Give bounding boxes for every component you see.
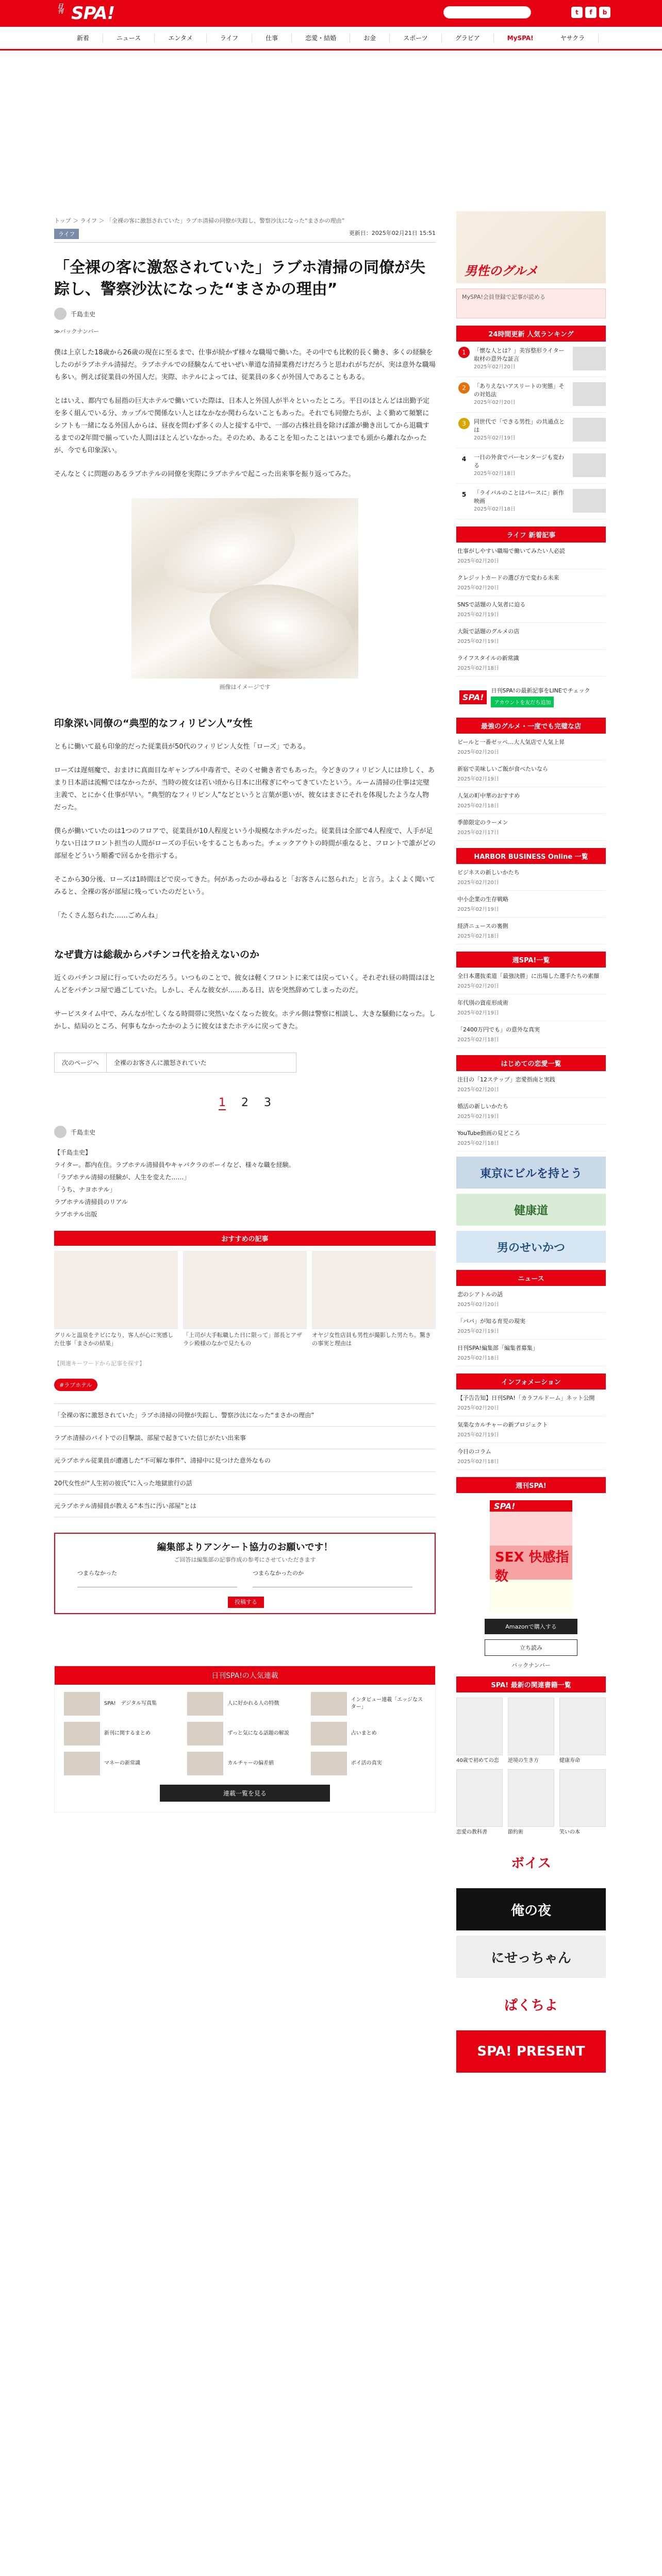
harbor-item[interactable] [456,918,606,944]
keyword-search-label: 【関連キーワードから記事を探す】 [54,1360,145,1367]
spa-text: 全日本選抜柔道「最強決勝」に出場した選手たちの素顔 [457,973,599,979]
book-item[interactable] [508,1769,554,1836]
live-text: SNSで話題の人気者に迫る [457,601,526,608]
rank-number: 4 [458,453,470,465]
amazon-button[interactable]: Amazonで購入する [485,1619,577,1634]
related-article-link[interactable]: ラブホ清掃のバイトでの目撃談、部屋で起きていた信じがたい出来事 [54,1427,436,1449]
live-text: クレジットカードの選び方で変わる未来 [457,574,559,581]
page-3[interactable]: 3 [264,1096,271,1109]
popular-thumb [311,1752,347,1775]
popular-title: カルチャーの偏差値 [227,1760,274,1766]
nav-item-3[interactable]: ライフ [207,33,252,43]
info-item[interactable] [456,1443,606,1470]
gourmet-item[interactable] [456,734,606,760]
survey-subtitle: ご回答は編集部の記事作成の参考にさせていただきます [174,1556,316,1563]
banner-text: 男性のグルメ [465,264,538,278]
avatar [54,308,67,320]
ranking-thumb [573,489,606,513]
nav-item-7[interactable]: スポーツ [390,33,442,43]
gourmet-date: 2025年02月19日 [457,776,499,782]
news-date: 2025年02月19日 [457,1329,499,1334]
profile-line: ラブホテル出版 [54,1211,97,1218]
spa-item[interactable] [456,1021,606,1048]
ranking-item[interactable] [456,484,606,519]
live-date: 2025年02月20日 [457,585,499,591]
recommended-list [54,1251,436,1348]
article-photo [131,498,358,679]
next-page-label: 次のページへ [55,1053,107,1072]
weekly-header: 週刊SPA! [456,1477,606,1493]
sec1-paragraph: そこから30分後、ローズは1時間ほどで戻ってきた。何があったのか尋ねると「お客さんに怒られた」と言う。よくよく聞いてみると、全裸の客が部屋に残っていたのだという。 [54,876,436,896]
next-page-button[interactable] [54,1053,296,1073]
books-header: SPA! 最新の関連書籍一覧 [456,1676,606,1692]
ranking-text: 同世代で「できる男性」の共通点とは [474,418,565,433]
live-text: ライフスタイルの新常識 [457,655,519,662]
line-app-box[interactable] [456,684,606,710]
live-text: 大阪で話題のグルメの店 [457,628,520,635]
popular-item[interactable] [311,1752,426,1775]
section-heading-2: なぜ貴方は総裁からパチンコ代を拾えないのか [54,949,260,960]
first-date: 2025年02月18日 [457,1141,499,1146]
gourmet-text: ビールと一番ゼッペ…大人気店で人気上昇 [457,739,565,745]
intro-paragraph: そんなとくに問題のあるラブホテルの同僚を実際にラブホテルで起こった出来事を振り返ってみた。 [54,470,355,478]
related-articles [54,1403,436,1517]
popular-thumb [187,1692,223,1716]
info-item[interactable] [456,1416,606,1443]
info-text: 気楽なカルチャーの新プロジェクト [457,1421,548,1428]
book-cover [456,1698,503,1755]
book-item[interactable] [508,1698,554,1764]
popular-item[interactable] [187,1692,302,1716]
article-title: 「全裸の客に激怒されていた」ラブホ清掃の同僚が失踪し、警察沙汰になった“まさかの理由” [54,259,425,298]
info-date: 2025年02月18日 [457,1459,499,1465]
ranking-thumb [573,347,606,370]
popular-item[interactable] [311,1692,426,1716]
first-date: 2025年02月20日 [457,1087,499,1093]
photo-caption: 画像はイメージです [219,684,271,690]
ranking-box [456,326,606,519]
sec1-paragraph: ともに働いて最も印象的だった従業員が50代のフィリピン人女性「ローズ」である。 [54,743,310,751]
first-love-header: はじめての恋愛一覧 [456,1055,606,1071]
survey-submit-button[interactable]: 投稿する [228,1597,264,1608]
book-cover [559,1698,606,1755]
sidebar [456,211,606,2073]
recommended-item[interactable] [183,1251,307,1348]
popular-title: 人に好かれる人の特徴 [227,1701,279,1706]
main-nav [0,27,662,50]
author-profile-header[interactable] [54,1126,436,1138]
popular-item[interactable] [64,1722,179,1745]
author-profile [54,1146,436,1221]
promo-banner[interactable]: SPA! PRESENT [456,2030,606,2073]
first-date: 2025年02月19日 [457,1114,499,1120]
book-cover [508,1769,554,1827]
popular-title: マネーの新常識 [104,1760,140,1766]
nav-item-10[interactable]: ヤサクラ [547,33,599,43]
cover-headline: SEX 快感指数 [495,1550,569,1584]
nav-item-6[interactable]: お金 [350,33,390,43]
promo-banner[interactable]: ぱくちよ [456,1983,606,2025]
book-item[interactable] [456,1698,503,1764]
meta-row [54,229,436,243]
book-title: 健康寿命 [559,1758,580,1764]
book-cover [456,1769,503,1827]
gourmet-date: 2025年02月17日 [457,830,499,836]
rank-number: 2 [458,382,470,394]
live-item[interactable] [456,596,606,623]
harbor-date: 2025年02月18日 [457,934,499,939]
profile-line: 「うち、ナヨホテル」 [54,1186,116,1193]
sec1-paragraph: 僕らが働いていたのは1つのフロアで、従業員が10人程度という小規模なホテルだった。従業員は全部で4人程度で、人手が足りない日はフロント担当の人間がローズの手伝いをすることもあった。チェックアウトの時間が重なると、フロントで誰がどの部屋をどういう順番で回るかを指示する。 [54,827,436,860]
line-add-button[interactable]: アカウントを友だち追加 [491,697,554,707]
popular-thumb [64,1752,100,1775]
ranking-date: 2025年02月20日 [474,400,516,405]
info-text: 今日のコラム [457,1448,491,1455]
popular-thumb [311,1692,347,1716]
spa-date: 2025年02月19日 [457,1010,499,1016]
survey-box [54,1533,436,1614]
ranking-thumb [573,418,606,442]
related-article-link[interactable]: 「全裸の客に激怒されていた」ラブホ清掃の同僚が失踪し、警察沙汰になった“まさかの理由” [54,1404,436,1427]
live-text: 仕事がしやすい職場で働いてみたい人必読 [457,548,565,554]
myspa-banner[interactable]: MySPA!会員登録で記事が読める [456,289,606,318]
popular-item[interactable] [187,1722,302,1745]
book-item[interactable] [456,1769,503,1836]
page-2[interactable]: 2 [241,1096,249,1109]
harbor-text: ビジネスの新しいかたち [457,869,520,876]
recommended-item[interactable] [312,1251,436,1348]
news-header: ニュース [456,1270,606,1286]
recommended-image [312,1251,436,1329]
spa-header: 週SPA!一覧 [456,952,606,968]
popular-thumb [187,1752,223,1775]
survey-title: 編集部よりアンケート協力のお願いです！ [157,1542,333,1553]
ranking-item[interactable] [456,413,606,448]
harbor-header: HARBOR BUSINESS Online 一覧 [456,848,606,864]
book-title: 恋愛の教科書 [456,1829,487,1835]
info-box [456,1374,606,1470]
gourmet-header: 最強のグルメ・一度でも完璧な店 [456,718,606,734]
survey-field-2[interactable] [253,1569,412,1587]
ranking-date: 2025年02月18日 [474,506,516,512]
book-title: 40歳で初めての恋 [456,1758,499,1764]
nav-item-5[interactable]: 恋愛・結婚 [292,33,350,43]
popular-title: ポイ活の真実 [351,1760,382,1766]
ranking-date: 2025年02月19日 [474,435,516,441]
first-item[interactable] [456,1098,606,1125]
gourmet-text: 人気の町中華のおすすめ [457,792,520,799]
intro-paragraph: 僕は上京した18歳から26歳の現在に至るまで、仕事が続かず様々な職場で働いた。その中でも比較的長く働き、多くの経験をしたのがラブホテル清掃だ。ラブホテルでの経験なんてせいぜい華道な清掃業務だけだろうと思われがちだが、実は意外な職場も多い。例えば従業員の外国人だ。実際、ホテルによっては、従業員の多くが外国人であることもある。 [54,349,436,381]
book-cover [559,1769,606,1827]
section-1-text [54,741,436,922]
social-icons [571,7,610,18]
pagination [54,1096,436,1110]
recommended-image [54,1251,178,1329]
nav-item-0[interactable]: 新着 [63,33,103,43]
weekly-box [456,1477,606,1669]
hatena-icon[interactable]: b [599,7,610,18]
popular-title: ずっと気になる話題の解説 [227,1731,289,1736]
site-logo[interactable] [49,3,135,24]
man-banner[interactable]: 男のせいかつ [456,1231,606,1263]
popular-header: 日刊SPA!の人気連載 [55,1666,435,1685]
gourmet-item[interactable] [456,814,606,841]
first-text: 婚活の新しいかたち [457,1103,508,1110]
nav-item-9[interactable]: MySPA! [507,34,534,42]
first-item[interactable] [456,1125,606,1151]
next-page-text: 全裸のお客さんに激怒されていた [113,1059,207,1066]
related-article-link[interactable]: 元ラブホテル従業員が遭遇した“不可解な事件”、清掃中に見つけた意外なもの [54,1449,436,1472]
promo-banner[interactable]: ボイス [456,1841,606,1883]
article-date: 更新日：2025年02月21日 15:51 [349,230,436,236]
sec2-paragraph: サービスタイム中で、みんなが忙しくなる時間帯に突然いなくなった彼女。ホテル側は警察に相談し、大きな騒動になった。しかし、結局のところ、何事もなかったかのように彼女はまたホテルに戻ってきた。 [54,1010,436,1030]
book-title: 笑いの本 [559,1829,580,1835]
related-article-link[interactable]: 元ラブホテル清掃員が教える“本当に汚い部屋”とは [54,1495,436,1517]
popular-series [54,1666,436,1812]
live-date: 2025年02月19日 [457,612,499,618]
facebook-icon[interactable]: f [585,7,597,18]
harbor-date: 2025年02月19日 [457,907,499,912]
intro-paragraph: とはいえ、都内でも屈指の巨大ホテルで働いていた際は、日本人と外国人が半々といったところ。平日のほとんどは出勤予定を多く組んでいる分、カップルで関係ない人とはなかなか関わらないこともあった。それでも同僚たちが、よく勤めて頻繁にシフトも一緒になる外国人からは、昼夜を問わず多くの人と接する中で、一部の古株社員を除けば誰が働き出してから退職するまでの2年間で揃っていた人間はほとんどいなかった。そのため、あることを知ったことはいつまでも頭から離れなかったが、今でも印象深い。 [54,397,430,454]
live-item[interactable] [456,569,606,596]
gourmet-text: 新宿で美味しいご飯が食べたいなら [457,766,548,772]
logo-small: 日刊 [57,3,63,13]
sidebar-banner[interactable] [456,211,606,283]
ranking-item[interactable] [456,377,606,413]
section-heading-1: 印象深い同僚の“典型的なフィリピン人”女性 [54,718,253,729]
first-item[interactable] [456,1071,606,1098]
news-text: 「パパ」が知る育児の現実 [457,1318,525,1325]
top-bar [0,0,662,27]
recommended-text: オヤジ女性店員も男性が撮影した男たち。驚きの事実と理由は [312,1332,431,1347]
harbor-item[interactable] [456,891,606,918]
popular-item[interactable] [311,1722,426,1745]
gourmet-item[interactable] [456,760,606,787]
book-item[interactable] [559,1769,606,1836]
book-item[interactable] [559,1698,606,1764]
recommended-item[interactable] [54,1251,178,1348]
ranking-header: 24時間更新 人気ランキング [456,326,606,342]
news-date: 2025年02月20日 [457,1302,499,1308]
profile-name: 千島圭史 [71,1128,96,1136]
first-love-box [456,1055,606,1151]
nav-item-8[interactable]: グラビア [442,33,494,43]
ranking-text: 「ありえないアスリートの実態」その対処法 [474,383,565,398]
magazine-cover[interactable] [490,1500,572,1614]
gourmet-date: 2025年02月20日 [457,750,499,755]
sec2-paragraph: 近くのパチンコ屋に行っていたのだろう。いつものことで、彼女は軽くフロントに来ては戻っていく。それぞれ昼の時間はほとんどをパチンコ屋で過ごしていた。しかし、そんな彼女が……ある日、店を突然辞めてしまったのだ。 [54,974,436,994]
book-title: 逆境の生き方 [508,1758,539,1764]
more-series-button[interactable]: 連載一覧を見る [160,1785,330,1802]
intro-text [54,347,436,481]
recommended-text: グリルと温泉をテビになり、客人が心に実感した仕事「まさかの結果」 [54,1332,173,1347]
promo-banner[interactable]: にせっちゃん [456,1936,606,1978]
rank-number: 3 [458,418,470,429]
live-date: 2025年02月18日 [457,666,499,671]
backnumber-link[interactable]: バックナンバー [511,1662,551,1669]
gourmet-date: 2025年02月18日 [457,803,499,809]
backnumber-link[interactable]: ≫バックナンバー [54,328,100,335]
profile-line: ラブホテル清掃員のリアル [54,1198,128,1206]
breadcrumb[interactable]: トップ ＞ ライフ ＞ 「全裸の客に激怒されていた」ラブホ清掃の同僚が失踪し、警察沙汰になった“まさかの理由” [54,217,345,224]
author-row[interactable] [54,308,436,320]
sec1-paragraph: 「たくさん怒られた……ごめんね」 [54,912,162,920]
popular-title: SPA! デジタル写真集 [104,1701,157,1706]
harbor-text: 中小企業の生存戦略 [457,896,508,903]
books-box [456,1676,606,1836]
life-new-header: ライフ 新着記事 [456,527,606,543]
ranking-text: 「懐な人とは？」美容整形ライター取材の意外な証言 [474,347,565,362]
recommended-text: 「上司が大手転職した日に限って」部長とアザラシ殿様のなかで見たもの [183,1332,302,1347]
ranking-text: 一日の外食でパーセンタージも変わる [474,454,565,469]
popular-thumb [64,1692,100,1716]
nav-item-4[interactable]: 仕事 [252,33,292,43]
section-2-text [54,972,436,1033]
info-date: 2025年02月20日 [457,1405,499,1411]
popular-title: 占いまとめ [351,1731,377,1736]
ranking-date: 2025年02月18日 [474,471,516,477]
ranking-item[interactable] [456,342,606,377]
gourmet-text: 季節限定のラーメン [457,819,508,826]
book-title: 節約術 [508,1829,523,1835]
popular-thumb [64,1722,100,1745]
rank-number: 1 [458,347,470,358]
harbor-box [456,848,606,944]
popular-item[interactable] [64,1692,179,1716]
cover-logo: SPA! [494,1501,516,1511]
harbor-item[interactable] [456,864,606,891]
gourmet-item[interactable] [456,787,606,814]
profile-line: 「ラブホテル清掃の経験が、人生を変えた……」 [54,1174,190,1181]
promo-banner[interactable]: 俺の夜 [456,1888,606,1930]
profile-line: ライター。都内在住。ラブホテル清掃員やキャバクラのボーイなど、様々な職を経験。 [54,1161,295,1168]
recommended-image [183,1251,307,1329]
spa-date: 2025年02月18日 [457,1037,499,1043]
profile-line: 【千島圭史】 [54,1149,92,1156]
news-text: 恋のシアトルの話 [457,1291,503,1298]
spa-box [456,952,606,1048]
article-main [54,216,436,1812]
detail-button[interactable]: 立ち読み [485,1639,577,1656]
gourmet-box [456,718,606,841]
spa-item[interactable] [456,994,606,1021]
logo-text: SPA! [71,3,115,24]
tag-button[interactable]: #ラブホテル [54,1379,97,1391]
info-header: インフォメーション [456,1374,606,1389]
live-item[interactable] [456,650,606,676]
search-input[interactable] [443,6,531,19]
news-item[interactable] [456,1313,606,1340]
spa-text: 年代別の資産形成術 [457,999,508,1006]
live-item[interactable] [456,543,606,569]
info-date: 2025年02月19日 [457,1432,499,1438]
spa-date: 2025年02月20日 [457,984,499,989]
ranking-text: 「ライバルのことはパースに」新作映画 [474,489,564,504]
ranking-thumb [573,453,606,477]
news-item[interactable] [456,1340,606,1366]
first-text: 注目の「12ステップ」恋愛指南と実践 [457,1076,555,1083]
nav-item-1[interactable]: ニュース [103,33,155,43]
news-item[interactable] [456,1286,606,1313]
ranking-item[interactable] [456,448,606,484]
related-article-link[interactable]: 20代女性が“人生初の彼氏”に入った地獄旅行の話 [54,1472,436,1495]
info-item[interactable] [456,1389,606,1416]
app-text: 日刊SPA!の最新記事をLINEでチェック [491,687,590,694]
news-date: 2025年02月18日 [457,1355,499,1361]
popular-thumb [311,1722,347,1745]
live-date: 2025年02月20日 [457,558,499,564]
survey-q2: つまらなかったのか [253,1570,304,1577]
harbor-text: 経済ニュースの裏側 [457,923,508,929]
life-new-box [456,527,606,676]
news-box [456,1270,606,1366]
avatar [54,1126,67,1138]
book-cover [508,1698,554,1755]
twitter-icon[interactable]: t [571,7,583,18]
recommended-header: おすすめの記事 [54,1231,436,1246]
page-1[interactable]: 1 [219,1096,226,1109]
live-date: 2025年02月19日 [457,639,499,645]
news-text: 日刊SPA!編集部「編集者募集」 [457,1345,538,1351]
category-badge[interactable]: ライフ [54,229,79,239]
tokyo-building-banner[interactable]: 東京にビルを持とう [456,1157,606,1189]
survey-q1: つまらなかった [77,1570,117,1577]
sec1-paragraph: ローズは遅刻魔で、おまけに真面目なギャンブル中毒者で、そのくせ働き者でもあった。今どきのフィリピン人には珍しく、あまり日本語は流暢ではなかったが、当時の彼女は若い頃から日本に出稼ぎにやってきていたという。ルーム清掃の仕事は完璧主義で、とにかく仕事が早い。“典型的なフィリピン人”などというと言葉が悪いが、彼女はまさにそれを体現したような人物だった。 [54,767,435,811]
info-text: 【予告告知】日刊SPA!「カラフルドーム」ネット公開 [457,1395,595,1401]
popular-item[interactable] [187,1752,302,1775]
app-logo: SPA! [459,690,487,704]
rank-number: 5 [458,489,470,500]
popular-thumb [187,1722,223,1745]
popular-title: インタビュー連載「エッジなスター」 [351,1697,423,1710]
popular-title: 新刊に関するまとめ [104,1731,151,1736]
health-banner[interactable]: 健康道 [456,1194,606,1226]
nav-item-2[interactable]: エンタメ [155,33,207,43]
spa-text: 「2400万円でも」の意外な真実 [457,1026,540,1033]
spa-item[interactable] [456,968,606,994]
harbor-date: 2025年02月20日 [457,880,499,886]
live-item[interactable] [456,623,606,650]
survey-field-1[interactable] [77,1569,237,1587]
popular-item[interactable] [64,1752,179,1775]
ranking-date: 2025年02月20日 [474,364,516,370]
author-name: 千島圭史 [71,310,96,318]
ranking-thumb [573,382,606,406]
first-text: YouTube動画の見どころ [457,1130,520,1137]
